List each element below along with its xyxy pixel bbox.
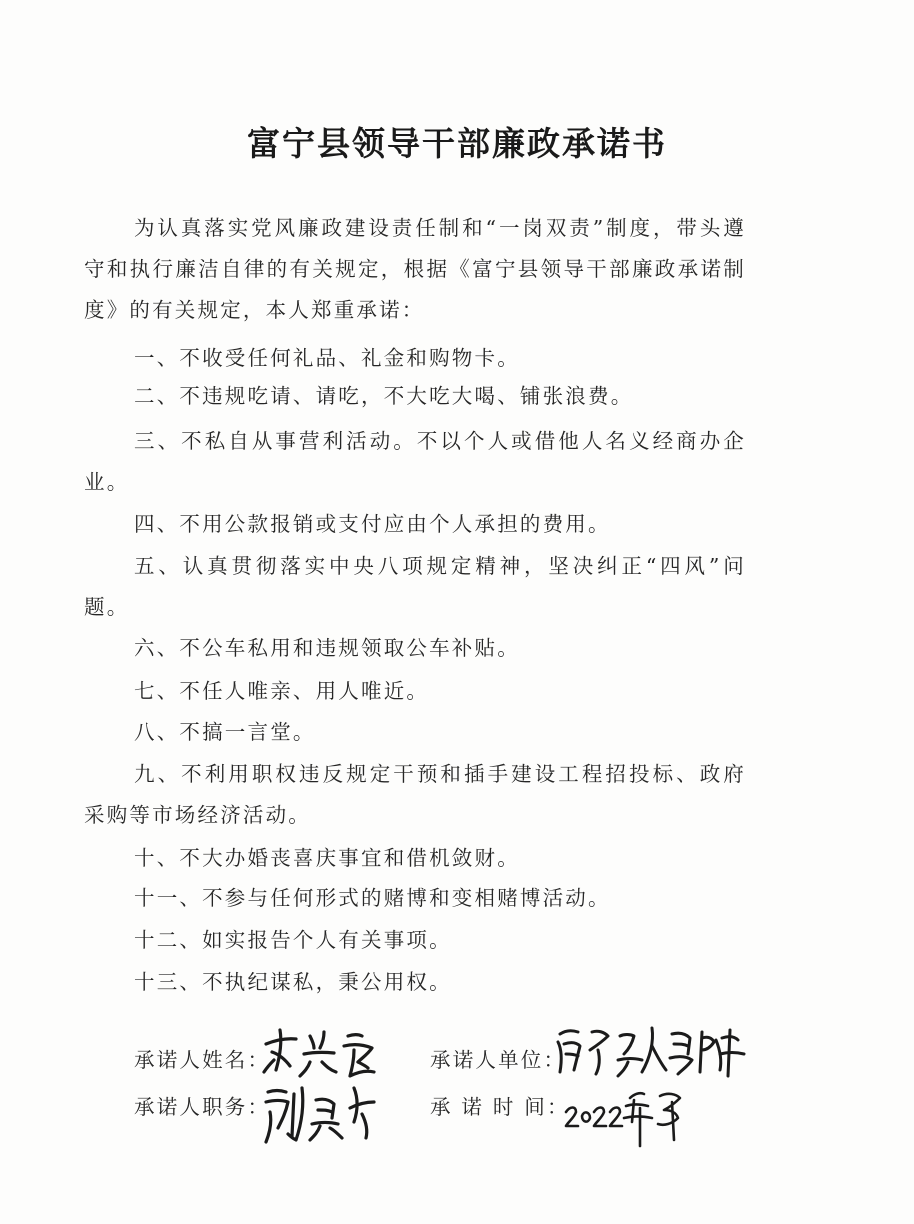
commitment-item-1: 一、不收受任何礼品、礼金和购物卡。 [134, 346, 520, 370]
signer-name-signature [258, 1022, 388, 1082]
signer-position-label: 承诺人职务： [134, 1095, 271, 1119]
document-title: 富宁县领导干部廉政承诺书 [247, 124, 667, 163]
signer-unit-signature [552, 1020, 752, 1082]
commitment-item-3: 三、不私自从事营利活动。不以个人或借他人名义经商办企业。 [84, 429, 746, 494]
commitment-item-11: 十一、不参与任何形式的赌博和变相赌博活动。 [134, 886, 611, 910]
commitment-time-label: 承 诺 时 间： [430, 1095, 570, 1119]
commitment-item-12: 十二、如实报告个人有关事项。 [134, 928, 452, 952]
commitment-item-10: 十、不大办婚丧喜庆事宜和借机敛财。 [134, 846, 520, 870]
commitment-item-2: 二、不违规吃请、请吃，不大吃大喝、铺张浪费。 [134, 384, 634, 408]
signer-unit-label: 承诺人单位： [430, 1048, 567, 1072]
signer-name-label: 承诺人姓名： [134, 1048, 271, 1072]
commitment-item-13: 十三、不执纪谋私，秉公用权。 [134, 970, 452, 994]
commitment-item-5: 五、认真贯彻落实中央八项规定精神，坚决纠正“四风”问题。 [84, 554, 746, 619]
commitment-item-4: 四、不用公款报销或支付应由个人承担的费用。 [134, 512, 611, 536]
commitment-item-8: 八、不搞一言堂。 [134, 720, 316, 744]
intro-paragraph: 为认真落实党风廉政建设责任制和“一岗双责”制度，带头遵守和执行廉洁自律的有关规定，根据《富宁县领导干部廉政承诺制度》的有关规定，本人郑重承诺： [84, 216, 746, 322]
commitment-time-handwritten [560, 1082, 690, 1152]
signer-position-signature [258, 1078, 388, 1150]
commitment-item-6: 六、不公车私用和违规领取公车补贴。 [134, 636, 520, 660]
commitment-item-9: 九、不利用职权违反规定干预和插手建设工程招投标、政府采购等市场经济活动。 [84, 762, 746, 827]
commitment-item-7: 七、不任人唯亲、用人唯近。 [134, 679, 430, 703]
